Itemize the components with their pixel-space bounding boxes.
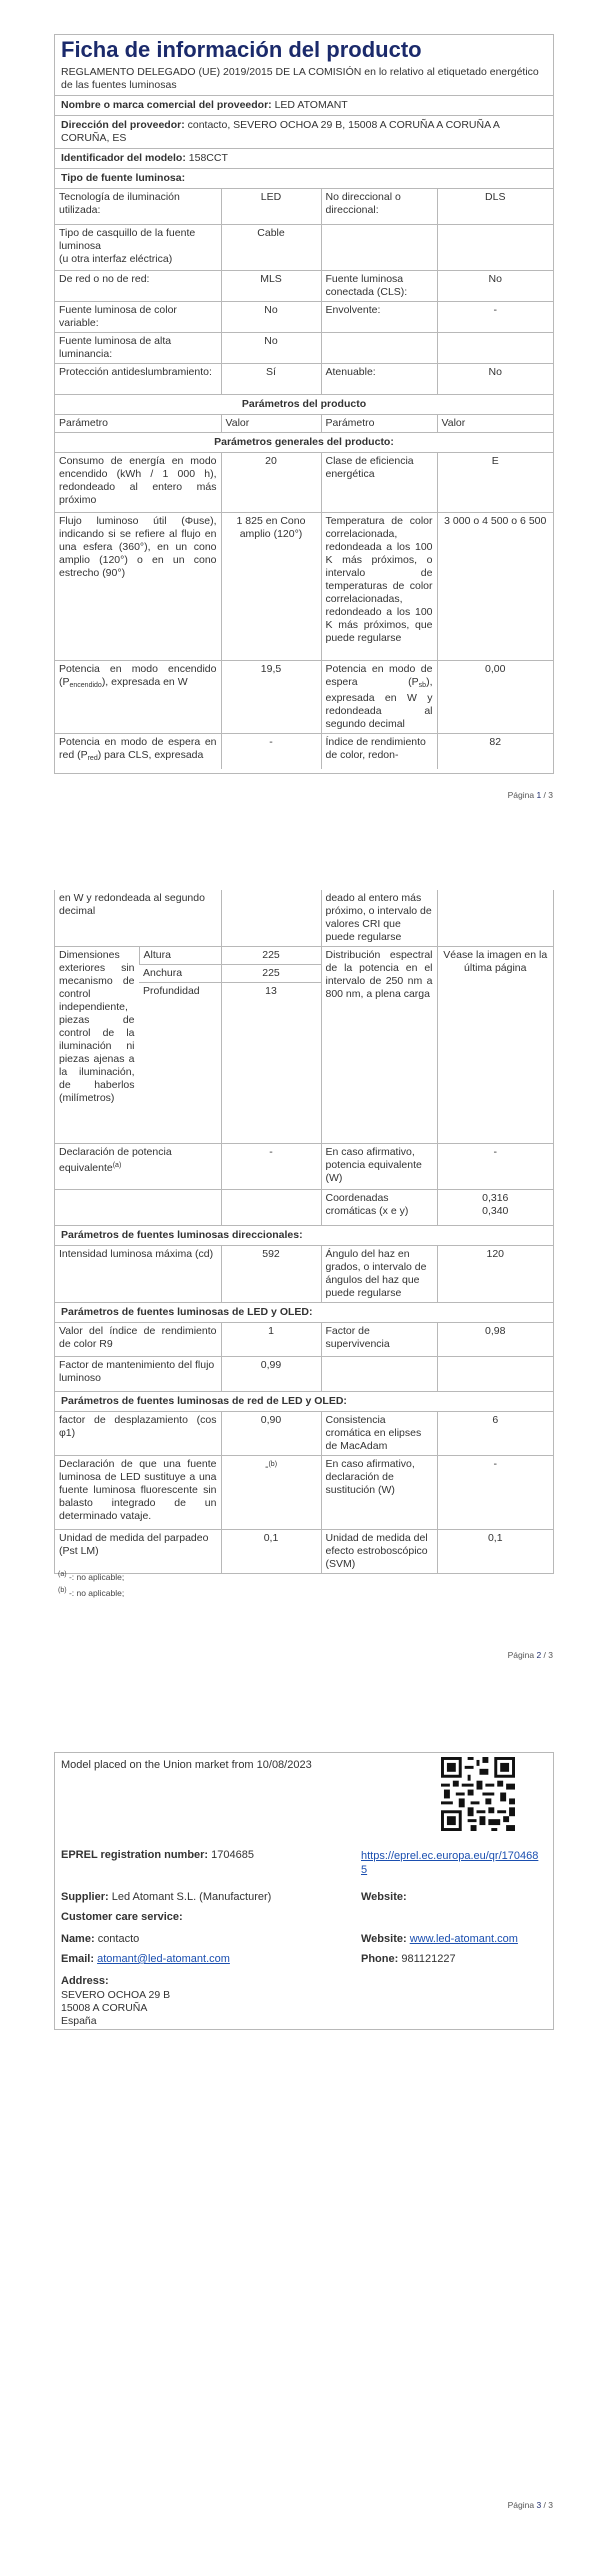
dimensions-table (55, 946, 553, 1143)
param-label: Fuente luminosa conectada (CLS): (321, 271, 437, 302)
param-value (437, 333, 553, 364)
param-value: 82 (437, 733, 553, 769)
led-table (55, 1322, 553, 1391)
param-label: factor de desplazamiento (cos φ1) (55, 1411, 221, 1455)
table-row (55, 333, 553, 364)
value-part: - (264, 1460, 269, 1473)
param-value: - (437, 302, 553, 333)
param-label: Fuente luminosa de alta luminancia: (55, 333, 221, 364)
equivalence-table (55, 1143, 553, 1226)
product-params-heading: Parámetros del producto (55, 394, 553, 414)
param-label: En caso afirmativo, declaración de sustitución (W) (321, 1455, 437, 1529)
mains-led-table (55, 1411, 553, 1573)
page-current: 1 (536, 790, 542, 800)
param-label (321, 1357, 437, 1391)
param-value (437, 890, 553, 946)
light-type-table (55, 188, 553, 394)
param-value: MLS (221, 271, 321, 302)
param-label: deado al entero más próximo, o intervalo de valores CRI que puede regularse (321, 890, 437, 946)
light-type-heading: Tipo de fuente luminosa: (55, 168, 553, 188)
param-label (321, 660, 437, 733)
page-label: Página (507, 1650, 535, 1660)
name-label: Name: (61, 1933, 95, 1945)
footnote-text: -: no aplicable; (68, 1588, 125, 1598)
param-value: LED (221, 189, 321, 225)
param-value: 0,1 (437, 1529, 553, 1573)
footnote-ref: (b) (268, 1460, 278, 1468)
general-params-table (55, 452, 553, 770)
label-part: ), expresada en W y redondeada al segundo decimal (325, 675, 433, 730)
param-value: 20 (221, 452, 321, 512)
param-value (437, 225, 553, 271)
dimension-value: 225 (221, 947, 321, 965)
address-line: 15008 A CORUÑA (61, 2002, 148, 2014)
param-label: Protección antideslumbramiento: (55, 364, 221, 394)
directional-heading: Parámetros de fuentes luminosas direccionales: (55, 1225, 553, 1245)
page-current: 2 (536, 1650, 542, 1660)
page-label: Página (507, 790, 535, 800)
param-value: No (221, 302, 321, 333)
param-label: Atenuable: (321, 364, 437, 394)
param-value: E (437, 452, 553, 512)
param-label: De red o no de red: (55, 271, 221, 302)
page-number (508, 2500, 553, 2510)
website-label: Website: (361, 1891, 407, 1903)
website-link[interactable]: www.led-atomant.com (409, 1933, 518, 1945)
param-label: Unidad de medida del efecto estroboscópico (SVM) (321, 1529, 437, 1573)
param-value (221, 890, 321, 946)
page-current: 3 (536, 2500, 542, 2510)
param-value: 6 (437, 1411, 553, 1455)
table-row (55, 890, 553, 946)
table-row (55, 660, 553, 733)
label-subscript: encendido (69, 681, 102, 689)
param-value: No (437, 364, 553, 394)
param-label: Intensidad luminosa máxima (cd) (55, 1246, 221, 1303)
param-label (321, 225, 437, 271)
email-link[interactable]: atomant@led-atomant.com (97, 1953, 230, 1965)
email-row (61, 1953, 230, 1965)
phone-label: Phone: (361, 1953, 399, 1965)
address-line: SEVERO OCHOA 29 B (61, 1989, 171, 2001)
param-value: - (437, 1143, 553, 1189)
table-row (55, 364, 553, 394)
website2-label: Website: (361, 1933, 407, 1945)
param-value: DLS (437, 189, 553, 225)
supplier-value: Led Atomant S.L. (Manufacturer) (111, 1891, 272, 1903)
table-row (55, 302, 553, 333)
param-value: No (221, 333, 321, 364)
supplier-label: Supplier: (61, 1891, 109, 1903)
table-row (55, 1529, 553, 1573)
param-value (221, 1189, 321, 1225)
param-value: 0,316 0,340 (437, 1189, 553, 1225)
param-label: Consistencia cromática en elipses de MacAdam (321, 1411, 437, 1455)
label-part: ), expresada en W (101, 675, 188, 688)
param-label: Factor de supervivencia (321, 1323, 437, 1357)
param-label: Tipo de casquillo de la fuente luminosa (u otra interfaz eléctrica) (55, 225, 221, 271)
label-part: ) para CLS, expresada (97, 748, 204, 761)
table-row (55, 947, 553, 965)
page-title: Ficha de información del producto (61, 37, 422, 62)
address-value: contacto, SEVERO OCHOA 29 B, 15008 A CORUÑA A CORUÑA A CORUÑA, ES (61, 119, 500, 144)
param-label: Declaración de que una fuente luminosa de LED sustituye a una fuente luminosa fluorescente sin balasto integrado de un determinado vataje. (55, 1455, 221, 1529)
param-value: - (221, 1143, 321, 1189)
param-label (55, 733, 221, 769)
param-value: 1 (221, 1323, 321, 1357)
param-label: Tecnología de iluminación utilizada: (55, 189, 221, 225)
address-line: España (61, 2015, 97, 2027)
supplier-row (55, 95, 553, 115)
param-label: Factor de mantenimiento del flujo luminoso (55, 1357, 221, 1391)
param-label (55, 1143, 221, 1189)
footnotes (58, 1568, 124, 1600)
label-subscript: sb (418, 681, 427, 689)
address-block (61, 1989, 170, 2028)
table-row (55, 271, 553, 302)
param-label: Índice de rendimiento de color, redon- (321, 733, 437, 769)
phone-row (361, 1953, 456, 1965)
param-value: - (437, 1455, 553, 1529)
param-value: No (437, 271, 553, 302)
param-label: Flujo luminoso útil (Φuse), indicando si se refiere al flujo en una esfera (360°), en un cono amplio (120°) o en un cono estrecho (90°) (55, 512, 221, 660)
table-row (55, 1411, 553, 1455)
spd-label: Distribución espectral de la potencia en el intervalo de 250 nm a 800 nm, a plena carga (321, 947, 437, 1143)
param-label: Valor del índice de rendimiento de color R9 (55, 1323, 221, 1357)
param-label: En caso afirmativo, potencia equivalente (W) (321, 1143, 437, 1189)
product-sheet-page-2 (54, 890, 554, 1574)
supplier-value: LED ATOMANT (274, 99, 348, 111)
label-subscript: red (87, 754, 98, 762)
page-total: / 3 (543, 790, 553, 800)
eprel-row (61, 1849, 254, 1861)
param-value (437, 1357, 553, 1391)
col-header: Parámetro (55, 414, 221, 432)
param-label: Consumo de energía en modo encendido (kWh / 1 000 h), redondeado al entero más próximo (55, 452, 221, 512)
param-value (221, 1455, 321, 1529)
param-label: Envolvente: (321, 302, 437, 333)
footnote-a (58, 1568, 124, 1584)
email-label: Email: (61, 1953, 95, 1965)
regulation-text: REGLAMENTO DELEGADO (UE) 2019/2015 DE LA COMISIÓN en lo relativo al etiquetado energético de las fuentes luminosas (61, 66, 539, 91)
eprel-label: EPREL registration number: (61, 1849, 209, 1861)
param-label: Fuente luminosa de color variable: (55, 302, 221, 333)
param-label (55, 660, 221, 733)
param-value: - (221, 733, 321, 769)
table-row (55, 733, 553, 769)
param-label: Temperatura de color correlacionada, redondeada a los 100 K más próximos, o intervalo de temperaturas de color correlacionadas, redondeado a los 100 K más próximos, que puede regularse (321, 512, 437, 660)
eprel-value: 1704685 (211, 1849, 254, 1861)
table-header-row (55, 414, 553, 432)
model-row (55, 148, 553, 168)
customer-care-heading: Customer care service: (61, 1911, 183, 1923)
phone-value: 981121227 (401, 1953, 456, 1965)
param-value: 0,00 (437, 660, 553, 733)
supplier-row (61, 1891, 271, 1903)
page-number (508, 790, 553, 800)
dimension-name: Altura (139, 947, 221, 965)
table-row (55, 512, 553, 660)
col-header: Parámetro (321, 414, 437, 432)
mains-led-heading: Parámetros de fuentes luminosas de red de LED y OLED: (55, 1391, 553, 1411)
general-params-heading: Parámetros generales del producto: (55, 432, 553, 452)
col-header-table (55, 414, 553, 432)
param-value: 120 (437, 1246, 553, 1303)
param-value: 0,99 (221, 1357, 321, 1391)
footnote-b (58, 1584, 124, 1600)
table-row (55, 225, 553, 271)
table-row (55, 1246, 553, 1303)
address-label: Address: (61, 1975, 109, 1987)
address-label: Dirección del proveedor: (61, 119, 185, 131)
label-part: Potencia en modo de espera (P (325, 662, 433, 688)
param-value: 0,98 (437, 1323, 553, 1357)
contact-name-row (61, 1933, 139, 1945)
dimension-value: 13 (221, 983, 321, 1143)
param-value: 0,90 (221, 1411, 321, 1455)
label-part: Potencia en modo encendido (P (59, 662, 217, 688)
page-total: / 3 (543, 2500, 553, 2510)
param-label: Ángulo del haz en grados, o intervalo de ángulos del haz que puede regularse (321, 1246, 437, 1303)
dimension-name: Anchura (139, 965, 221, 983)
name-value: contacto (97, 1933, 140, 1945)
supplier-label: Nombre o marca comercial del proveedor: (61, 99, 272, 111)
page-total: / 3 (543, 1650, 553, 1660)
param-label (321, 333, 437, 364)
param-value: 592 (221, 1246, 321, 1303)
footnote-mark: (a) (58, 1571, 67, 1578)
directional-table (55, 1245, 553, 1302)
page-label: Página (507, 2500, 535, 2510)
footnote-text: -: no aplicable; (68, 1572, 125, 1582)
eprel-info-box (54, 1752, 554, 2030)
spd-value: Véase la imagen en la última página (437, 947, 553, 1143)
table-row (55, 1323, 553, 1357)
dimensions-label: Dimensiones exteriores sin mecanismo de control independiente, piezas de control de la iluminación ni piezas ajenas a la iluminación, de haberlos (milímetros) (55, 947, 139, 1143)
table-row (55, 1357, 553, 1391)
product-sheet-page-1 (54, 34, 554, 774)
footnote-mark: (b) (58, 1587, 67, 1594)
dimension-value: 225 (221, 965, 321, 983)
table-row (55, 452, 553, 512)
param-label: Clase de eficiencia energética (321, 452, 437, 512)
param-label: Coordenadas cromáticas (x e y) (321, 1189, 437, 1225)
qr-code-icon[interactable] (441, 1757, 515, 1831)
param-label: Unidad de medida del parpadeo (Pst LM) (55, 1529, 221, 1573)
param-value: 0,1 (221, 1529, 321, 1573)
continued-table (55, 890, 553, 946)
website-row (361, 1933, 518, 1945)
model-value: 158CCT (188, 152, 228, 164)
address-row (55, 115, 553, 148)
market-placement-text: Model placed on the Union market from 10/08/2023 (61, 1759, 312, 1771)
table-row (55, 1455, 553, 1529)
param-value: 19,5 (221, 660, 321, 733)
label-part: Declaración de potencia equivalente (59, 1145, 172, 1174)
param-label (55, 1189, 221, 1225)
page-number (508, 1650, 553, 1660)
label-part: Potencia en modo de espera en red (P (59, 735, 217, 761)
col-header: Valor (437, 414, 553, 432)
param-value: Sí (221, 364, 321, 394)
footnote-ref: (a) (112, 1161, 122, 1169)
param-label: No direccional o direccional: (321, 189, 437, 225)
model-label: Identificador del modelo: (61, 152, 186, 164)
param-value: 3 000 o 4 500 o 6 500 (437, 512, 553, 660)
col-header: Valor (221, 414, 321, 432)
table-row (55, 189, 553, 225)
param-label: en W y redondeada al segundo decimal (59, 892, 205, 917)
led-heading: Parámetros de fuentes luminosas de LED y OLED: (55, 1302, 553, 1322)
eprel-link[interactable]: https://eprel.ec.europa.eu/qr/1704685 (361, 1850, 539, 1876)
table-row (55, 1143, 553, 1189)
param-value: Cable (221, 225, 321, 271)
table-row (55, 1189, 553, 1225)
param-value: 1 825 en Cono amplio (120°) (221, 512, 321, 660)
dimension-name: Profundidad (139, 983, 221, 1143)
